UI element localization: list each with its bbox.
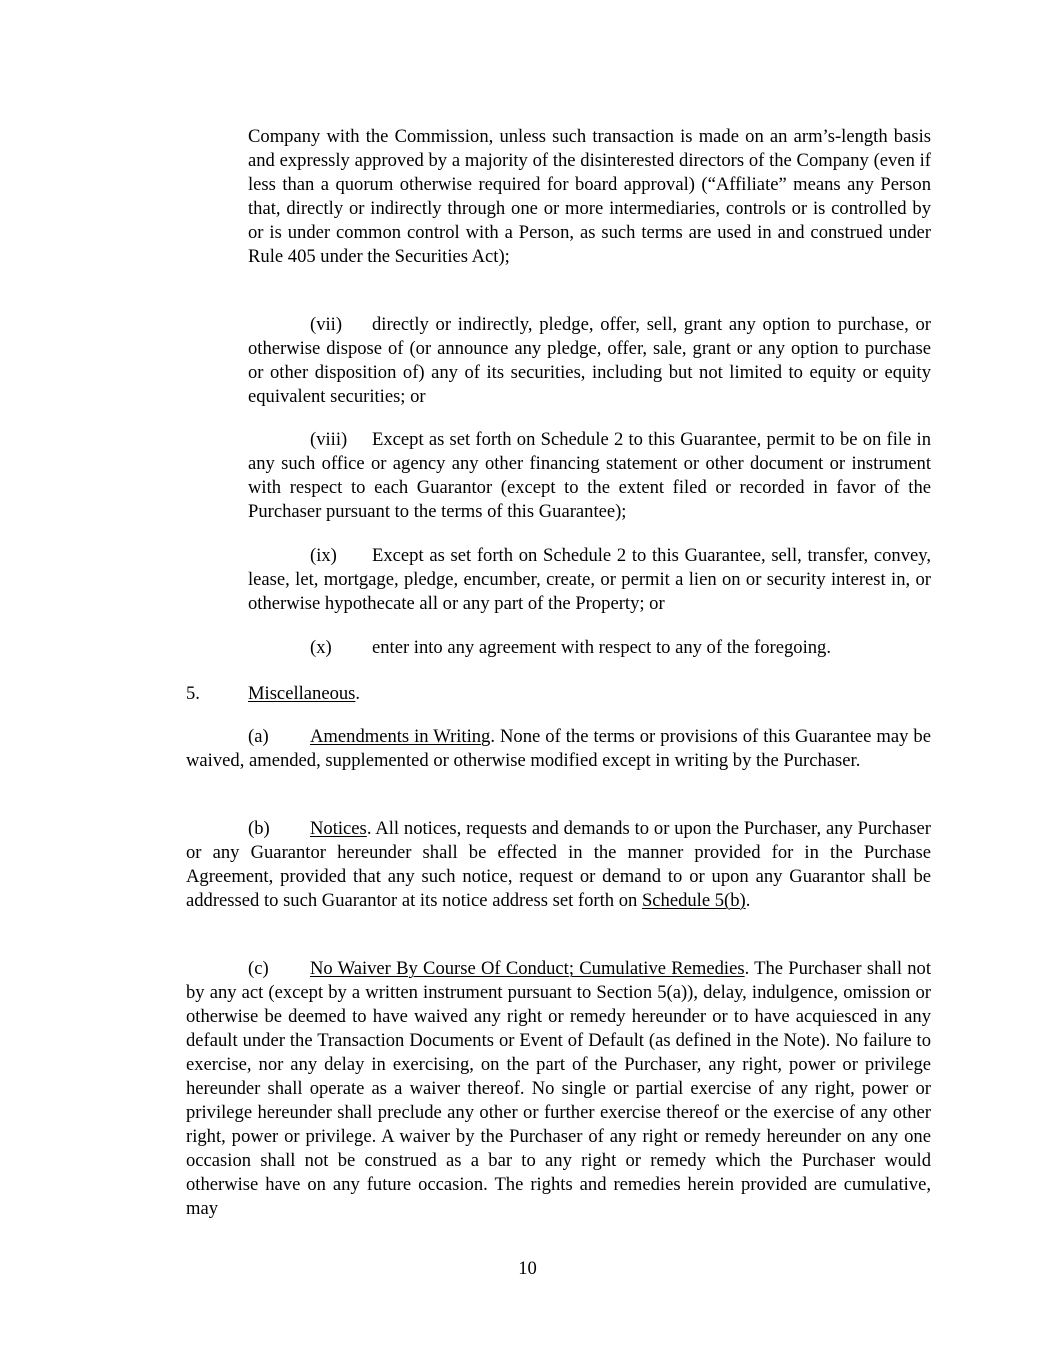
section-5-heading — [186, 682, 931, 706]
subsection-c-heading: No Waiver By Course Of Conduct; Cumulative Remedies — [310, 958, 745, 979]
clause-viii — [248, 428, 931, 524]
section-5-title: Miscellaneous — [248, 683, 356, 704]
subsection-a-text: . None of the terms or provisions of this Guarantee may be waived, amended, supplemented or otherwise modified except in writing by the Purchaser. — [186, 726, 931, 771]
clause-x — [248, 636, 931, 660]
subsection-a-heading: Amendments in Writing — [310, 726, 491, 747]
subsection-b-text: . All notices, requests and demands to or upon the Purchaser, any Purchaser or any Guarantor hereunder shall be effected in the manner provided for in the Purchase Agreement, provided that any such notice, request or demand to or upon any Guarantor shall be addressed to such Guarantor at its notice address set forth on — [186, 818, 931, 911]
subsection-b-end: . — [745, 890, 751, 911]
clause-x-label: (x) — [310, 637, 332, 658]
clause-vii-text: directly or indirectly, pledge, offer, sell, grant any option to purchase, or otherwise dispose of (or announce any pledge, offer, sale, grant or any option to purchase or other disposition of) any of its securities, including but not limited to equity or equity equivalent securities; or — [248, 314, 931, 407]
subsection-c-text: . The Purchaser shall not by any act (except by a written instrument pursuant to Section 5(a)), delay, indulgence, omission or otherwise be deemed to have waived any right or remedy hereunder or to have acquiesced in any default under the Transaction Documents or Event of Default (as defined in the Note). No failure to exercise, nor any delay in exercising, on the part of the Purchaser, any right, power or privilege hereunder shall operate as a waiver thereof. No single or partial exercise of any right, power or privilege hereunder shall preclude any other or further exercise thereof or the exercise of any other right, power or privilege. A waiver by the Purchaser of any right or remedy hereunder on any one occasion shall not be construed as a bar to any right or remedy which the Purchaser would otherwise have on any future occasion. The rights and remedies herein provided are cumulative, may — [186, 958, 931, 1219]
clause-ix — [248, 544, 931, 616]
subsection-c-label: (c) — [248, 958, 269, 979]
clause-vii-label: (vii) — [310, 314, 343, 335]
clause-ix-text: Except as set forth on Schedule 2 to this Guarantee, sell, transfer, convey, lease, let, mortgage, pledge, encumber, create, or permit a lien on or security interest in, or otherwise hypothecate all or any part of the Property; or — [248, 545, 931, 614]
subsection-b — [186, 817, 931, 913]
section-5-title-end: . — [355, 683, 361, 704]
schedule-5b-reference: Schedule 5(b) — [641, 890, 746, 911]
clause-viii-label: (viii) — [310, 429, 348, 450]
clause-ix-label: (ix) — [310, 545, 337, 566]
section-5-number: 5. — [186, 683, 200, 704]
subsection-a-label: (a) — [248, 726, 269, 747]
subsection-b-label: (b) — [248, 818, 270, 839]
subsection-a — [186, 725, 931, 773]
clause-vii — [248, 313, 931, 409]
subsection-c — [186, 957, 931, 1221]
page-number: 10 — [518, 1258, 537, 1279]
clause-viii-text: Except as set forth on Schedule 2 to this Guarantee, permit to be on file in any such office or agency any other financing statement or other document or instrument with respect to each Guarantor (except to the extent filed or recorded in favor of the Purchaser pursuant to the terms of this Guarantee); — [248, 429, 931, 522]
clause-x-text: enter into any agreement with respect to any of the foregoing. — [372, 637, 831, 658]
paragraph-affiliate-definition: Company with the Commission, unless such transaction is made on an arm’s-length basis and expressly approved by a majority of the disinterested directors of the Company (even if less than a quorum otherwise required for board approval) (“Affiliate” means any Person that, directly or indirectly through one or more intermediaries, controls or is controlled by or is under common control with a Person, as such terms are used in and construed under Rule 405 under the Securities Act); — [248, 126, 931, 267]
subsection-b-heading: Notices — [310, 818, 367, 839]
